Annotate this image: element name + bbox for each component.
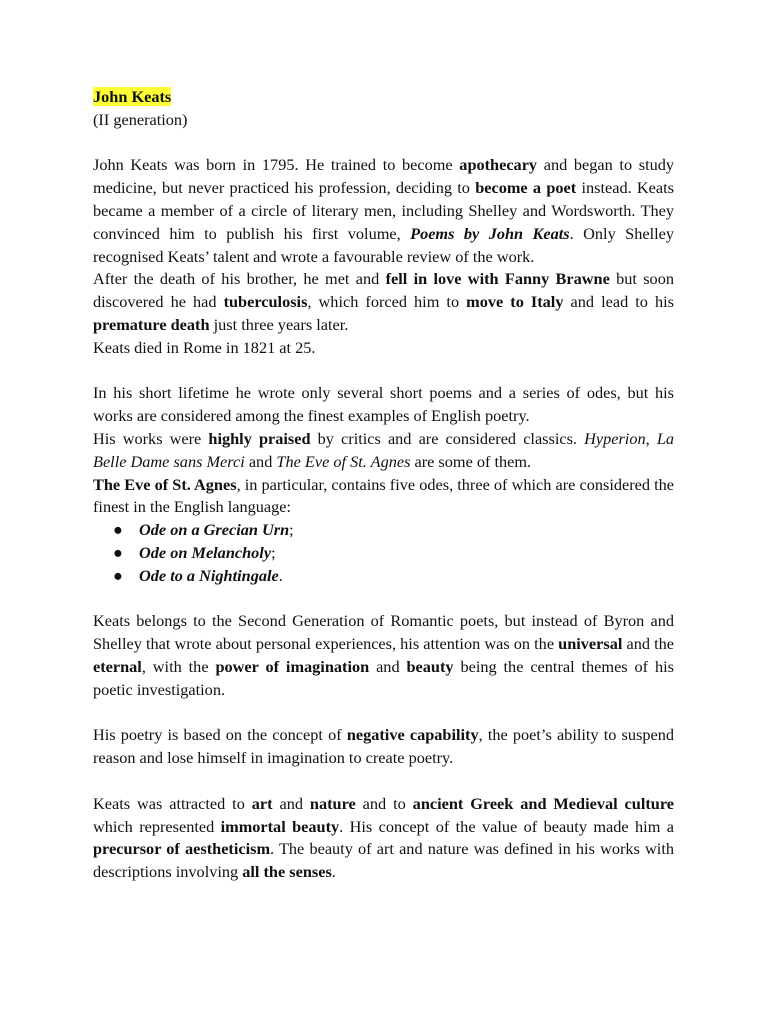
paragraph-praise: His works were highly praised by critics and are considered classics. Hyperion, La Belle Dame sans Merci and The Eve of St. Agnes are some of them. [93, 428, 675, 471]
bullet-icon: ● [113, 542, 123, 562]
paragraph-death: Keats died in Rome in 1821 at 25. [93, 337, 316, 357]
emphasis-text: beauty [406, 656, 454, 676]
emphasis-text: premature death [93, 314, 210, 334]
emphasis-text: tuberculosis [223, 292, 308, 312]
paragraph-gap [93, 132, 674, 155]
document-page [93, 86, 674, 884]
emphasis-text: ancient Greek and Medieval culture [412, 793, 674, 813]
emphasis-text: The Eve of St. Agnes [276, 451, 411, 471]
paragraph-beauty: Keats was attracted to art and nature and to ancient Greek and Medieval culture which represented immortal beauty. His concept of the value of beauty made him a precursor of aestheticism. The beauty of art and nature was defined in his works with descriptions involving all the senses. [93, 793, 674, 882]
emphasis-text: apothecary [459, 155, 538, 175]
emphasis-text: Poems by John Keats [410, 223, 570, 243]
ode-title: Ode on a Grecian Urn [139, 520, 290, 540]
paragraph-second-generation: Keats belongs to the Second Generation of Romantic poets, but instead of Byron and Shelley that wrote about personal experiences, his attention was on the universal and the eternal, with the power of imagination and beauty being the central themes of his poetic investigation. [93, 611, 675, 699]
bullet-icon: ● [113, 565, 123, 585]
emphasis-text: nature [309, 793, 356, 813]
emphasis-text: La Belle Dame sans Merci [93, 428, 675, 471]
document-subtitle: (II generation) [93, 109, 188, 129]
emphasis-text: precursor of aestheticism [93, 839, 271, 859]
emphasis-text: universal [558, 634, 623, 654]
title-line [93, 86, 674, 109]
emphasis-text: all the senses [242, 862, 332, 882]
ode-punctuation: ; [289, 520, 294, 540]
emphasis-text: become a poet [475, 178, 577, 198]
emphasis-text: fell in love with Fanny Brawne [385, 269, 610, 289]
ode-title: Ode on Melancholy [139, 542, 272, 562]
emphasis-text: immortal beauty [220, 816, 340, 836]
paragraph-gap [93, 770, 674, 793]
paragraph-works: In his short lifetime he wrote only several short poems and a series of odes, but his works are considered among the finest examples of English poetry. [93, 383, 674, 426]
ode-punctuation: . [278, 565, 283, 585]
ode-punctuation: ; [271, 542, 276, 562]
list-item [93, 565, 674, 588]
emphasis-text: eternal [93, 656, 142, 676]
emphasis-text: highly praised [208, 428, 311, 448]
bullet-icon: ● [113, 520, 123, 540]
emphasis-text: The Eve of St. Agnes [93, 474, 237, 494]
emphasis-text: negative capability [346, 725, 479, 745]
emphasis-text: move to Italy [466, 292, 564, 312]
paragraph-gap [93, 588, 674, 611]
paragraph-negative-capability: His poetry is based on the concept of negative capability, the poet’s ability to suspend reason and lose himself in imagination to create poetry. [93, 725, 675, 768]
paragraph-gap [93, 360, 674, 383]
document-title: John Keats [93, 87, 172, 106]
emphasis-text: art [251, 793, 273, 813]
paragraph-eve-of-st-agnes: The Eve of St. Agnes, in particular, contains five odes, three of which are considered the finest in the English language: [93, 474, 675, 517]
ode-title: Ode to a Nightingale [139, 565, 279, 585]
list-item [93, 519, 674, 542]
emphasis-text: power of imagination [215, 656, 370, 676]
emphasis-text: Hyperion [584, 428, 646, 448]
list-item [93, 542, 674, 565]
paragraph-death-of-brother: After the death of his brother, he met and fell in love with Fanny Brawne but soon discovered he had tuberculosis, which forced him to move to Italy and lead to his premature death just three years later. [93, 269, 675, 334]
odes-list [93, 519, 674, 587]
paragraph-gap [93, 702, 674, 725]
paragraph-birth: John Keats was born in 1795. He trained to become apothecary and began to study medicine, but never practiced his profession, deciding to become a poet instead. Keats became a member of a circle of literary men, including Shelley and Wordsworth. They convinced him to publish his first volume, Poems by John Keats. Only Shelley recognised Keats’ talent and wrote a favourable review of the work. [93, 155, 675, 266]
